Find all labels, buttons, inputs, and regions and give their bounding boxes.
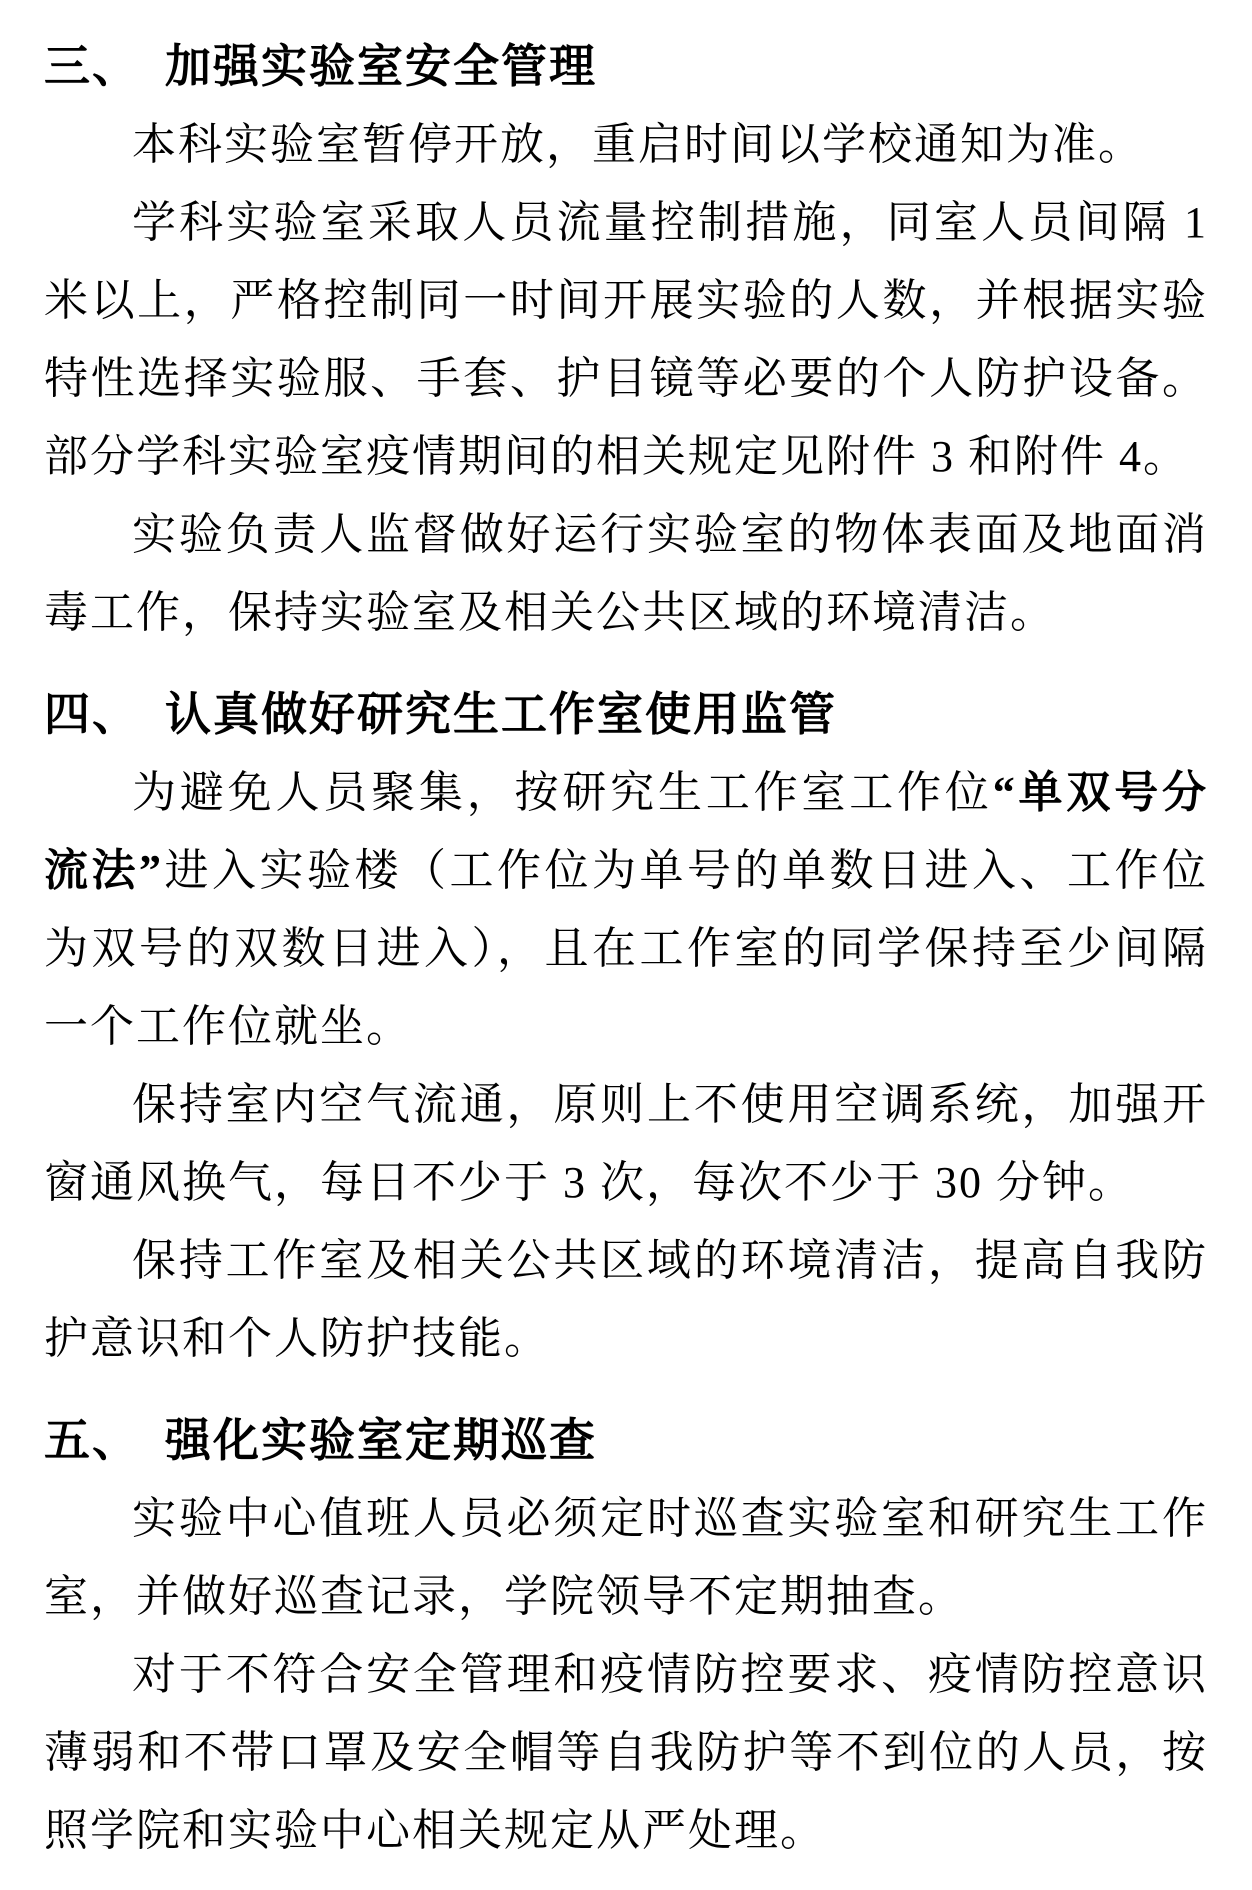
section-lab-safety-management: [44, 26, 1208, 652]
paragraph: [44, 754, 1208, 1066]
section-grad-workroom-supervision: [44, 674, 1208, 1378]
paragraph-text: 进入实验楼（工作位为单号的单数日进入、工作位为双号的双数日进入），且在工作室的同学保持至少间隔一个工作位就坐。: [44, 846, 1208, 1051]
paragraph: 学科实验室采取人员流量控制措施，同室人员间隔 1 米以上，严格控制同一时间开展实验的人数，并根据实验特性选择实验服、手套、护目镜等必要的个人防护设备。部分学科实验室疫情期间的相关规定见附件 3 和附件 4。: [44, 198, 1208, 481]
section-heading: 三、 加强实验室安全管理: [44, 40, 597, 92]
paragraph-bold-phrase: “单双号分流法”: [44, 768, 1209, 895]
paragraph-text: 为避免人员聚集，按研究生工作室工作位: [132, 768, 993, 817]
paragraph: 实验中心值班人员必须定时巡查实验室和研究生工作室，并做好巡查记录，学院领导不定期抽查。: [44, 1494, 1208, 1621]
paragraph: 保持室内空气流通，原则上不使用空调系统，加强开窗通风换气，每日不少于 3 次，每次不少于 30 分钟。: [44, 1080, 1208, 1207]
paragraph: 对于不符合安全管理和疫情防控要求、疫情防控意识薄弱和不带口罩及安全帽等自我防护等不到位的人员，按照学院和实验中心相关规定从严处理。: [44, 1650, 1208, 1855]
section-heading: 四、 认真做好研究生工作室使用监管: [44, 688, 837, 740]
section-lab-periodic-inspection: [44, 1400, 1208, 1870]
paragraph: 实验负责人监督做好运行实验室的物体表面及地面消毒工作，保持实验室及相关公共区域的环境清洁。: [44, 510, 1208, 637]
paragraph: 保持工作室及相关公共区域的环境清洁，提高自我防护意识和个人防护技能。: [44, 1236, 1208, 1363]
paragraph: 本科实验室暂停开放，重启时间以学校通知为准。: [132, 120, 1144, 169]
section-heading: 五、 强化实验室定期巡查: [44, 1414, 597, 1466]
